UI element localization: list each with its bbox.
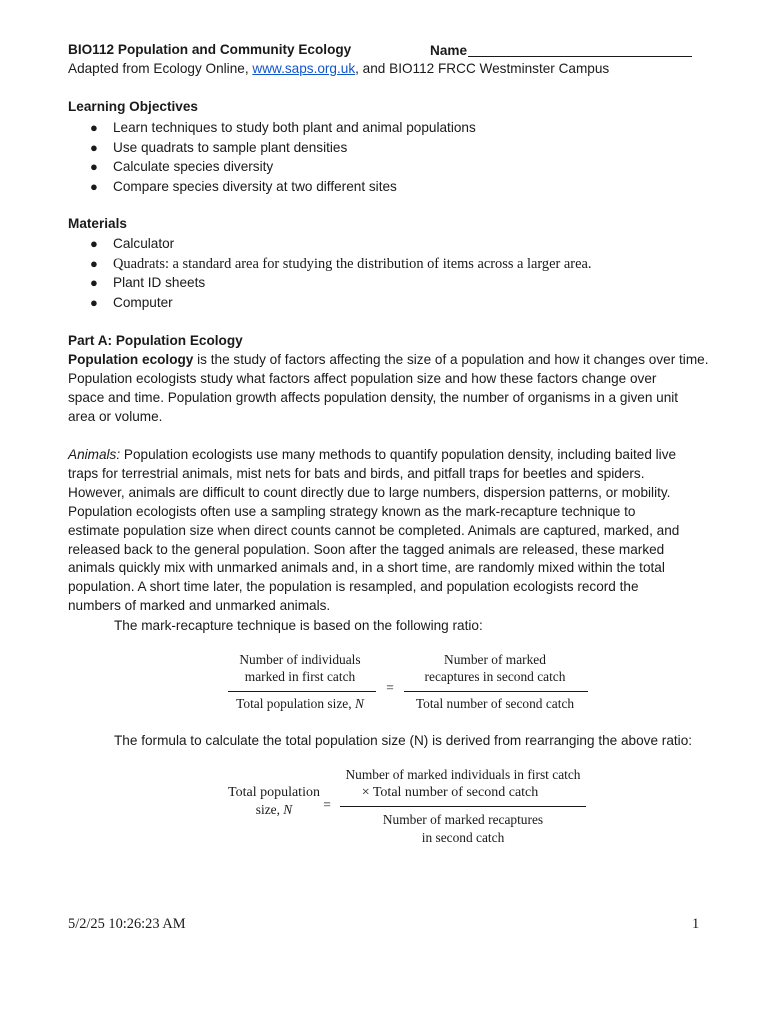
ratio-equals: = [386, 680, 394, 695]
bullet-icon: ● [90, 139, 98, 155]
materials-list [68, 234, 591, 312]
formula-denominator-line-2: in second catch [421, 830, 505, 845]
saps-link[interactable]: www.saps.org.uk [252, 61, 356, 76]
list-item [68, 293, 591, 313]
bullet-icon: ● [90, 159, 98, 174]
paragraph-line: numbers of marked and unmarked animals. [68, 598, 331, 614]
list-item [68, 254, 591, 274]
ratio-left-denominator: Total population size, N [236, 696, 364, 711]
ratio-right-numerator-line-2: recaptures in second catch [424, 669, 566, 684]
footer-timestamp: 5/2/25 10:26:23 AM [68, 916, 186, 932]
formula-fraction-bar [340, 806, 586, 807]
formula-lhs-line-2: size, N [255, 802, 293, 817]
animals-label: Animals: [68, 447, 121, 462]
formula-lhs-line-1: Total population [228, 785, 320, 800]
objective-text: Compare species diversity at two different sites [113, 178, 397, 194]
adapted-from-line [68, 61, 609, 76]
name-blank-line[interactable] [468, 42, 692, 57]
paragraph-line: Population ecologists often use a sampling strategy known as the mark-recapture technique to [68, 503, 636, 519]
population-ecology-paragraph [68, 351, 728, 427]
list-item [68, 234, 591, 254]
paragraph-line [68, 351, 728, 370]
paragraph-line: traps for terrestrial animals, mist nets for bats and birds, and pitfall traps for beetles and spiders. [68, 465, 645, 481]
animals-paragraph [68, 446, 728, 616]
ratio-right-numerator-line-1: Number of marked [444, 652, 546, 667]
ratio-right-denominator: Total number of second catch [415, 696, 575, 711]
list-item [68, 138, 476, 158]
name-field[interactable] [430, 42, 692, 58]
bullet-icon: ● [90, 294, 98, 310]
paragraph-text: is the study of factors affecting the size of a population and how it changes over time. [193, 352, 709, 367]
ratio-right-fraction-bar [404, 691, 588, 692]
formula-numerator-line-2: × Total number of second catch [361, 785, 539, 800]
bullet-icon: ● [90, 120, 98, 135]
bullet-icon: ● [90, 255, 98, 271]
paragraph-line: Population ecologists study what factors affect population size and how these factors change over [68, 370, 657, 386]
material-text: Plant ID sheets [113, 275, 206, 290]
ratio-left-fraction-bar [228, 691, 376, 692]
list-item [68, 118, 476, 138]
ratio-intro: The mark-recapture technique is based on the following ratio: [114, 618, 483, 633]
term-population-ecology: Population ecology [68, 352, 194, 367]
paragraph-line: released back to the general population. Soon after the tagged animals are released, these marked [68, 541, 665, 557]
material-text: Calculator [113, 236, 175, 251]
paragraph-line: population. A short time later, the population is resampled, and population ecologists record the [68, 579, 639, 595]
paragraph-line [68, 446, 728, 465]
paragraph-line: area or volume. [68, 408, 163, 424]
name-label: Name [430, 43, 468, 58]
mark-recapture-ratio [220, 650, 600, 720]
paragraph-line: However, animals are difficult to count directly due to large numbers, dispersion patterns, or mobility. [68, 484, 671, 500]
adapted-prefix: Adapted from Ecology Online, [68, 61, 253, 76]
list-item [68, 177, 476, 197]
formula-numerator-line-1: Number of marked individuals in first catch [345, 767, 581, 782]
formula-equals: = [323, 797, 331, 812]
ratio-left-numerator-line-1: Number of individuals [239, 652, 361, 667]
learning-objectives-title: Learning Objectives [68, 99, 198, 114]
list-item [68, 273, 591, 293]
adapted-suffix: , and BIO112 FRCC Westminster Campus [355, 61, 610, 76]
material-text: Computer [113, 294, 173, 310]
formula-intro: The formula to calculate the total population size (N) is derived from rearranging the above ratio: [114, 733, 693, 748]
ratio-left-numerator-line-2: marked in first catch [244, 669, 356, 684]
formula-denominator-line-1: Number of marked recaptures [382, 812, 544, 827]
bullet-icon: ● [90, 178, 98, 194]
bullet-icon: ● [90, 275, 98, 290]
paragraph-text: Population ecologists use many methods to quantify population density, including baited live [120, 447, 677, 462]
objective-text: Calculate species diversity [113, 159, 274, 174]
material-text: Quadrats: a standard area for studying the distribution of items across a larger area. [113, 255, 592, 272]
objective-text: Use quadrats to sample plant densities [113, 139, 348, 155]
page-number: 1 [692, 916, 700, 932]
learning-objectives-list [68, 118, 476, 196]
part-a-title: Part A: Population Ecology [68, 333, 243, 348]
paragraph-line: estimate population size when direct counts cannot be completed. Animals are captured, marked, and [68, 522, 680, 538]
materials-title: Materials [68, 216, 127, 231]
paragraph-line: space and time. Population growth affects population density, the number of organisms in a given unit [68, 389, 679, 405]
bullet-icon: ● [90, 236, 98, 251]
population-size-formula [222, 764, 602, 854]
objective-text: Learn techniques to study both plant and animal populations [113, 120, 476, 135]
paragraph-line: animals quickly mix with unmarked animals and, in a short time, are randomly mixed within the total [68, 560, 665, 576]
list-item [68, 157, 476, 177]
course-title: BIO112 Population and Community Ecology [68, 42, 352, 57]
